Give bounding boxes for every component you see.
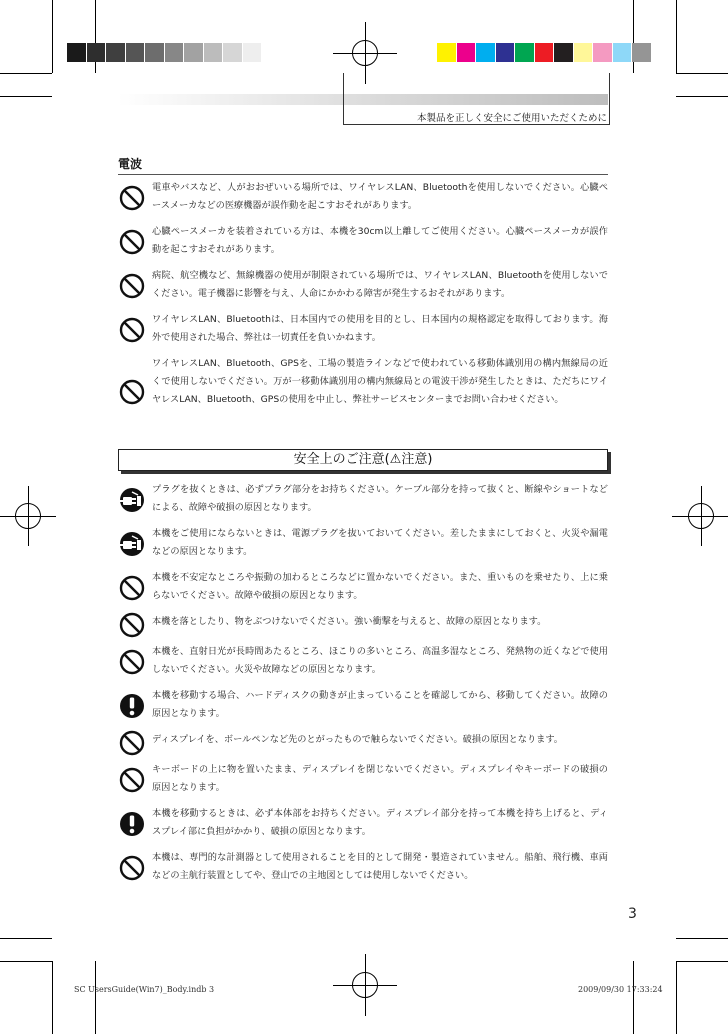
- section-rule: [118, 174, 608, 175]
- prohibition-icon: [118, 228, 146, 256]
- item-text: 本機を不安定なところや振動の加わるところなどに置かないでください。また、重いものを乗せたり、上に乗らないでください。故障や破損の原因となります。: [152, 572, 608, 601]
- item-text: キーボードの上に物を置いたまま、ディスプレイを閉じないでください。ディスプレイやキーボードの破損の原因となります。: [152, 764, 608, 793]
- color-swatch: [476, 43, 496, 62]
- prohibition-icon: [118, 611, 146, 639]
- color-swatch: [613, 43, 633, 62]
- footer-file: SC UsersGuide(Win7)_Body.indb 3: [74, 985, 215, 994]
- list-item: [118, 731, 610, 755]
- gray-swatch: [87, 43, 107, 62]
- prohibition-icon: [118, 184, 146, 212]
- item-text: 本機を移動するときは、必ず本体部をお持ちください。ディスプレイ部分を持って本機を持ち上げると、ディスプレイ部に負担がかかり、破損の原因となります。: [152, 808, 608, 837]
- list-item: [118, 761, 610, 799]
- list-item: [118, 569, 610, 607]
- list-item: [118, 525, 610, 563]
- item-text: 本機を移動する場合、ハードディスクの動きが止まっていることを確認してから、移動してください。故障の原因となります。: [152, 690, 608, 719]
- item-text: ワイヤレスLAN、Bluetoothは、日本国内での使用を目的とし、日本国内の規格認定を取得しております。海外で使用された場合、弊社は一切責任を負いかねます。: [152, 314, 608, 343]
- gray-swatch: [145, 43, 165, 62]
- gray-swatch: [184, 43, 204, 62]
- header-divider: [343, 73, 344, 125]
- prohibition-icon: [118, 316, 146, 344]
- list-item: [118, 179, 610, 217]
- prohibition-icon: [118, 574, 146, 602]
- prohibition-icon: [118, 648, 146, 676]
- process-color-bar: [437, 43, 652, 62]
- header-band: [118, 94, 608, 105]
- footer-date: 2009/09/30 17:33:24: [578, 985, 663, 994]
- caution-title: 安全上のご注意(⚠注意): [293, 452, 433, 467]
- item-text: 電車やバスなど、人がおおぜいいる場所では、ワイヤレスLAN、Bluetoothを使用しないでください。心臓ペースメーカなどの医療機器が誤作動を起こすおそれがあります。: [152, 182, 608, 211]
- header-title: 本製品を正しく安全にご使用いただくために: [416, 113, 607, 124]
- list-item: [118, 849, 610, 887]
- item-text: 本機を、直射日光が長時間あたるところ、ほこりの多いところ、高温多湿なところ、発熱物の近くなどで使用しないでください。火災や故障などの原因となります。: [152, 646, 608, 675]
- color-swatch: [515, 43, 535, 62]
- color-swatch: [457, 43, 477, 62]
- prohibition-icon: [118, 766, 146, 794]
- color-swatch: [535, 43, 555, 62]
- color-swatch: [632, 43, 652, 62]
- prohibition-icon: [118, 854, 146, 882]
- gray-swatch: [262, 43, 282, 62]
- mandatory-icon: [118, 810, 146, 838]
- gray-swatch: [223, 43, 243, 62]
- gray-swatch: [243, 43, 263, 62]
- item-text: 本機を落としたり、物をぶつけないでください。強い衝撃を与えると、故障の原因となります。: [152, 616, 547, 627]
- item-text: ディスプレイを、ボールペンなど先のとがったもので触らないでください。破損の原因となります。: [152, 734, 563, 745]
- list-item: [118, 613, 610, 637]
- color-swatch: [496, 43, 516, 62]
- gray-swatch: [165, 43, 185, 62]
- list-item: [118, 687, 610, 725]
- gray-color-bar: [67, 43, 282, 62]
- prohibition-icon: [118, 272, 146, 300]
- gray-swatch: [204, 43, 224, 62]
- list-item: [118, 267, 610, 305]
- list-item: [118, 223, 610, 261]
- list-item: [118, 805, 610, 843]
- list-item: [118, 311, 610, 349]
- unplug-icon: [118, 486, 146, 514]
- prohibition-icon: [118, 378, 146, 406]
- list-item: [118, 481, 610, 519]
- prohibition-icon: [118, 729, 146, 757]
- gray-swatch: [106, 43, 126, 62]
- color-swatch: [554, 43, 574, 62]
- item-text: ワイヤレスLAN、Bluetooth、GPSを、工場の製造ラインなどで使われている移動体識別用の構内無線局の近くで使用しないでください。万が一移動体識別用の構内無線局との電波干渉が発生したときは、ただちにワイヤレスLAN、Bluetooth、GPSの使用を中止し、弊社サービスセンターまでお問い合わせください。: [152, 358, 608, 405]
- item-text: 病院、航空機など、無線機器の使用が制限されている場所では、ワイヤレスLAN、Bluetoothを使用しないでください。電子機器に影響を与え、人命にかかわる障害が発生するおそれがあります。: [152, 270, 608, 299]
- color-swatch: [593, 43, 613, 62]
- item-text: プラグを抜くときは、必ずプラグ部分をお持ちください。ケーブル部分を持って抜くと、断線やショートなどによる、故障や破損の原因となります。: [152, 484, 608, 513]
- color-swatch: [437, 43, 457, 62]
- list-item: [118, 643, 610, 681]
- color-swatch: [574, 43, 594, 62]
- mandatory-icon: [118, 692, 146, 720]
- section-title: 電波: [118, 157, 143, 171]
- header-underline: [343, 124, 609, 125]
- page-number: 3: [628, 906, 637, 922]
- item-text: 心臓ペースメーカを装着されている方は、本機を30cm以上離してご使用ください。心臓ペースメーカが誤作動を起こすおそれがあります。: [152, 226, 608, 255]
- list-item: [118, 355, 610, 429]
- caution-heading-box: [118, 449, 608, 471]
- gray-swatch: [126, 43, 146, 62]
- header-divider-right: [609, 73, 610, 125]
- item-text: 本機は、専門的な計測器として使用されることを目的として開発・製造されていません。船舶、飛行機、車両などの主航行装置としてや、登山での主地図としては使用しないでください。: [152, 852, 608, 881]
- gray-swatch: [67, 43, 87, 62]
- item-text: 本機をご使用にならないときは、電源プラグを抜いておいてください。差したままにしておくと、火災や漏電などの原因となります。: [152, 528, 608, 557]
- unplug-icon: [118, 530, 146, 558]
